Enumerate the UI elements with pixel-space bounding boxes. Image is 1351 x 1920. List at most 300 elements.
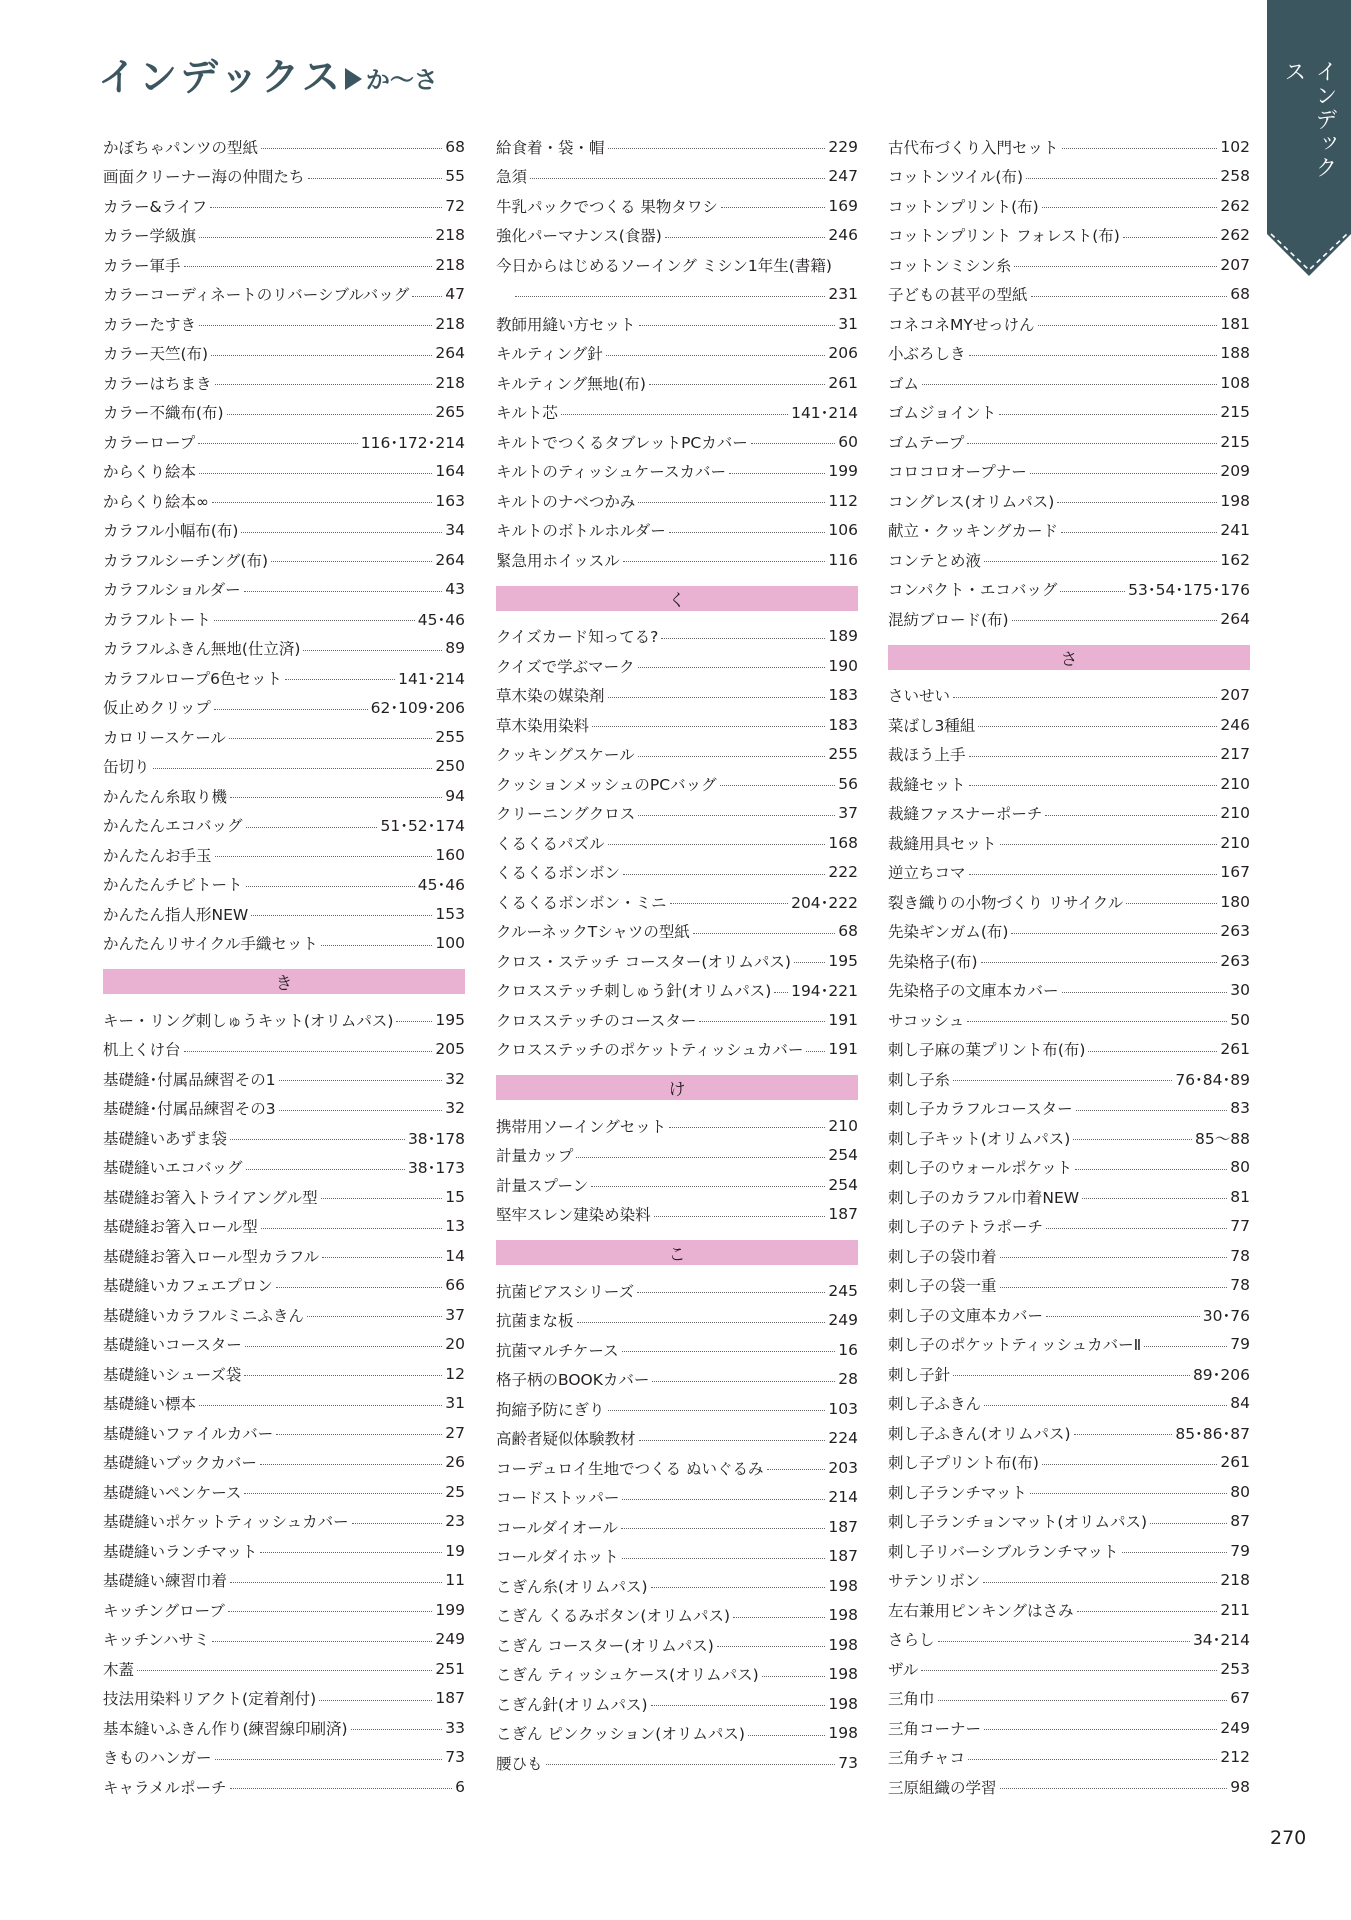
entry-title: 教師用縫い方セット bbox=[496, 315, 636, 334]
page-number: 270 bbox=[1270, 1827, 1307, 1849]
entry-title: クッションメッシュのPCバッグ bbox=[496, 775, 717, 794]
entry-title: 緊急用ホイッスル bbox=[496, 551, 620, 570]
dot-leader bbox=[214, 709, 368, 710]
entry-title: コンテとめ液 bbox=[888, 551, 982, 570]
index-entry bbox=[496, 1630, 858, 1660]
dot-leader bbox=[654, 1216, 826, 1217]
dot-leader bbox=[984, 561, 1217, 562]
entry-page: 30･76 bbox=[1202, 1306, 1250, 1325]
entry-page: 246 bbox=[1220, 715, 1250, 734]
entry-title: クルーネックTシャツの型紙 bbox=[496, 923, 690, 942]
entry-page: 50 bbox=[1230, 1010, 1250, 1029]
entry-page: 187 bbox=[828, 1547, 858, 1566]
dot-leader bbox=[245, 1346, 443, 1347]
entry-page: 263 bbox=[1220, 922, 1250, 941]
index-entry bbox=[496, 191, 858, 221]
dot-leader bbox=[322, 1257, 442, 1258]
entry-title: 格子柄のBOOKカバー bbox=[496, 1371, 650, 1390]
entry-title: 基礎縫いシューズ袋 bbox=[103, 1365, 242, 1384]
entry-page: 249 bbox=[435, 1630, 465, 1649]
entry-page: 231 bbox=[828, 285, 858, 304]
index-entry bbox=[103, 575, 465, 605]
section-header: け bbox=[496, 1075, 858, 1100]
dot-leader bbox=[1076, 1110, 1228, 1111]
entry-title: 裁縫ファスナーポーチ bbox=[888, 805, 1043, 824]
entry-page: 255 bbox=[435, 727, 465, 746]
entry-page: 258 bbox=[1220, 167, 1250, 186]
index-entry bbox=[496, 1200, 858, 1230]
dot-leader bbox=[661, 638, 825, 639]
entry-title: 三角コーナー bbox=[888, 1719, 982, 1738]
entry-page: 98 bbox=[1230, 1777, 1250, 1796]
index-entry bbox=[496, 1394, 858, 1424]
entry-page: 207 bbox=[1220, 686, 1250, 705]
dot-leader bbox=[1057, 502, 1217, 503]
index-entry bbox=[103, 1123, 465, 1153]
entry-title: 基礎縫･付属品練習その3 bbox=[103, 1100, 276, 1119]
dot-leader bbox=[608, 844, 826, 845]
entry-page: 210 bbox=[1220, 804, 1250, 823]
entry-title: きものハンガー bbox=[103, 1749, 212, 1768]
entry-page: 210 bbox=[828, 1116, 858, 1135]
entry-title: クロスステッチのコースター bbox=[496, 1011, 697, 1030]
index-entry bbox=[103, 221, 465, 251]
entry-title: 基礎縫･付属品練習その1 bbox=[103, 1070, 276, 1089]
entry-title: 基礎縫いペンケース bbox=[103, 1483, 242, 1502]
index-entry bbox=[888, 1477, 1250, 1507]
entry-title: こぎん ピンクッション(オリムパス) bbox=[496, 1725, 745, 1744]
entry-title: カラーたすき bbox=[103, 315, 197, 334]
entry-title: 基礎縫いファイルカバー bbox=[103, 1424, 274, 1443]
index-entry bbox=[496, 1005, 858, 1035]
entry-page: 72 bbox=[445, 196, 465, 215]
dot-leader bbox=[1000, 1788, 1228, 1789]
index-entry bbox=[496, 1571, 858, 1601]
index-entry bbox=[888, 368, 1250, 398]
entry-title: コードストッパー bbox=[496, 1489, 620, 1508]
index-entry bbox=[496, 1689, 858, 1719]
entry-title: 献立・クッキングカード bbox=[888, 522, 1059, 541]
entry-page: 198 bbox=[828, 1576, 858, 1595]
index-entry bbox=[888, 1713, 1250, 1743]
entry-page: 199 bbox=[435, 1600, 465, 1619]
dot-leader bbox=[968, 1759, 1217, 1760]
entry-page: 79 bbox=[1230, 1335, 1250, 1354]
index-entry bbox=[496, 858, 858, 888]
page-title bbox=[98, 46, 438, 99]
dot-leader bbox=[261, 148, 442, 149]
dot-leader bbox=[922, 384, 1217, 385]
index-entry bbox=[496, 1748, 858, 1778]
entry-title: 三角巾 bbox=[888, 1690, 935, 1709]
entry-title: コットンミシン糸 bbox=[888, 256, 1012, 275]
dot-leader bbox=[699, 1021, 825, 1022]
index-entry bbox=[888, 1094, 1250, 1124]
index-entry bbox=[103, 1182, 465, 1212]
entry-page: 198 bbox=[1220, 491, 1250, 510]
index-entry bbox=[496, 516, 858, 546]
entry-page: 218 bbox=[435, 373, 465, 392]
entry-title: さらし bbox=[888, 1631, 935, 1650]
dot-leader bbox=[321, 1198, 443, 1199]
entry-title: 牛乳パックでつくる 果物タワシ bbox=[496, 197, 718, 216]
dot-leader bbox=[199, 237, 432, 238]
dot-leader bbox=[137, 1670, 432, 1671]
index-entry bbox=[496, 1601, 858, 1631]
entry-page: 191 bbox=[828, 1010, 858, 1029]
index-entry bbox=[888, 710, 1250, 740]
entry-page: 195 bbox=[435, 1010, 465, 1029]
dot-leader bbox=[969, 874, 1218, 875]
entry-page: 34 bbox=[445, 521, 465, 540]
index-entry bbox=[496, 250, 858, 280]
index-entry bbox=[888, 191, 1250, 221]
entry-page: 187 bbox=[828, 1205, 858, 1224]
index-entry bbox=[888, 1241, 1250, 1271]
index-entry bbox=[888, 799, 1250, 829]
dot-leader bbox=[608, 148, 826, 149]
index-entry bbox=[496, 427, 858, 457]
entry-title: 仮止めクリップ bbox=[103, 699, 211, 718]
dot-leader bbox=[1073, 1139, 1192, 1140]
dot-leader bbox=[978, 726, 1217, 727]
entry-title: コロコロオープナー bbox=[888, 463, 1027, 482]
dot-leader bbox=[1000, 1257, 1228, 1258]
entry-title: かんたんチビトート bbox=[103, 876, 243, 895]
entry-page: 263 bbox=[1220, 951, 1250, 970]
entry-page: 103 bbox=[828, 1399, 858, 1418]
entry-page: 198 bbox=[828, 1665, 858, 1684]
dot-leader bbox=[321, 945, 433, 946]
entry-title: 草木染の媒染剤 bbox=[496, 687, 605, 706]
entry-title: 刺し子ふきん(オリムパス) bbox=[888, 1424, 1071, 1443]
entry-page: 89･206 bbox=[1192, 1365, 1250, 1384]
entry-title: 刺し子の文庫本カバー bbox=[888, 1306, 1044, 1325]
entry-title: 刺し子のウォールポケット bbox=[888, 1159, 1073, 1178]
entry-page: 13 bbox=[445, 1217, 465, 1236]
entry-page: 265 bbox=[435, 403, 465, 422]
dot-leader bbox=[352, 1523, 443, 1524]
entry-page: 169 bbox=[828, 196, 858, 215]
index-entry bbox=[888, 1418, 1250, 1448]
index-entry bbox=[888, 1064, 1250, 1094]
entry-page: 210 bbox=[1220, 833, 1250, 852]
dot-leader bbox=[969, 756, 1218, 757]
entry-title: 計量スプーン bbox=[496, 1176, 589, 1195]
dot-leader bbox=[215, 1759, 443, 1760]
entry-page: 218 bbox=[435, 226, 465, 245]
index-entry bbox=[496, 769, 858, 799]
entry-title: コットンプリント フォレスト(布) bbox=[888, 227, 1120, 246]
dot-leader bbox=[762, 1676, 826, 1677]
entry-page: 45･46 bbox=[417, 876, 465, 895]
dot-leader bbox=[230, 1139, 405, 1140]
dot-leader bbox=[983, 1582, 1217, 1583]
entry-page: 264 bbox=[1220, 609, 1250, 628]
entry-page: 102 bbox=[1220, 137, 1250, 156]
dot-leader bbox=[638, 756, 826, 757]
index-entry bbox=[888, 309, 1250, 339]
dot-leader bbox=[592, 726, 825, 727]
dot-leader bbox=[184, 266, 433, 267]
entry-title: こぎん ティッシュケース(オリムパス) bbox=[496, 1666, 759, 1685]
index-entry bbox=[888, 1595, 1250, 1625]
entry-title: かんたんお手玉 bbox=[103, 846, 212, 865]
index-entry bbox=[888, 858, 1250, 888]
entry-title: かんたん糸取り機 bbox=[103, 787, 228, 806]
entry-page: 34･214 bbox=[1192, 1631, 1250, 1650]
index-entry bbox=[103, 1684, 465, 1714]
index-entry bbox=[103, 1566, 465, 1596]
entry-page: 241 bbox=[1220, 521, 1250, 540]
entry-page: 51･52･174 bbox=[380, 817, 465, 836]
dot-leader bbox=[230, 1788, 453, 1789]
index-entry bbox=[496, 1660, 858, 1690]
dot-leader bbox=[351, 1729, 443, 1730]
index-entry bbox=[888, 1625, 1250, 1655]
entry-page: 218 bbox=[1220, 1571, 1250, 1590]
index-entry bbox=[496, 1306, 858, 1336]
entry-page: 212 bbox=[1220, 1748, 1250, 1767]
dot-leader bbox=[230, 797, 442, 798]
index-entry bbox=[496, 740, 858, 770]
entry-title: カラー学級旗 bbox=[103, 227, 197, 246]
entry-title: 基礎縫いカフェエプロン bbox=[103, 1277, 273, 1296]
entry-page: 116 bbox=[828, 550, 858, 569]
dot-leader bbox=[639, 325, 836, 326]
entry-title: こぎん糸(オリムパス) bbox=[496, 1577, 648, 1596]
index-entry bbox=[888, 162, 1250, 192]
entry-page: 141･214 bbox=[398, 669, 465, 688]
index-column-1 bbox=[103, 132, 465, 1802]
entry-title: 基礎縫お箸入トライアングル型 bbox=[103, 1188, 318, 1207]
dot-leader bbox=[1144, 1346, 1227, 1347]
entry-page: 215 bbox=[1220, 432, 1250, 451]
entry-page: 191 bbox=[828, 1040, 858, 1059]
dot-leader bbox=[1088, 1051, 1217, 1052]
dot-leader bbox=[721, 207, 825, 208]
entry-title: 刺し子のポケットティッシュカバーⅡ bbox=[888, 1336, 1142, 1355]
dot-leader bbox=[246, 827, 378, 828]
dot-leader bbox=[967, 1021, 1227, 1022]
index-entry bbox=[496, 1512, 858, 1542]
entry-title: クッキングスケール bbox=[496, 746, 635, 765]
entry-title: 小ぶろしき bbox=[888, 345, 966, 364]
entry-page: 190 bbox=[828, 656, 858, 675]
entry-page: 32 bbox=[445, 1099, 465, 1118]
dot-leader bbox=[591, 1186, 825, 1187]
index-entry bbox=[103, 398, 465, 428]
index-entry bbox=[888, 516, 1250, 546]
dot-leader bbox=[1042, 1464, 1217, 1465]
entry-title: 刺し子麻の葉プリント布(布) bbox=[888, 1041, 1086, 1060]
entry-title: 基礎縫いエコバッグ bbox=[103, 1159, 243, 1178]
dot-leader bbox=[1075, 1169, 1227, 1170]
index-entry bbox=[496, 710, 858, 740]
entry-page: 83 bbox=[1230, 1099, 1250, 1118]
dot-leader bbox=[651, 1587, 826, 1588]
index-entry bbox=[888, 1212, 1250, 1242]
entry-page: 249 bbox=[1220, 1718, 1250, 1737]
index-entry bbox=[888, 398, 1250, 428]
index-entry bbox=[103, 1507, 465, 1537]
dot-leader bbox=[649, 384, 826, 385]
index-entry bbox=[103, 486, 465, 516]
dot-leader bbox=[637, 1292, 825, 1293]
dot-leader bbox=[198, 443, 358, 444]
index-entry bbox=[103, 1035, 465, 1065]
entry-title: かんたんリサイクル手織セット bbox=[103, 935, 318, 954]
entry-page: 78 bbox=[1230, 1276, 1250, 1295]
entry-page: 80 bbox=[1230, 1482, 1250, 1501]
entry-page: 26 bbox=[445, 1453, 465, 1472]
entry-page: 37 bbox=[445, 1305, 465, 1324]
entry-page: 106 bbox=[828, 521, 858, 540]
index-entry bbox=[888, 1389, 1250, 1419]
entry-page: 207 bbox=[1220, 255, 1250, 274]
index-entry bbox=[888, 976, 1250, 1006]
triangle-arrow-icon bbox=[345, 68, 362, 90]
dot-leader bbox=[276, 1434, 442, 1435]
entry-page: 261 bbox=[828, 373, 858, 392]
dot-leader bbox=[1030, 473, 1218, 474]
entry-page: 30 bbox=[1230, 981, 1250, 1000]
entry-page: 37 bbox=[838, 804, 858, 823]
entry-page: 66 bbox=[445, 1276, 465, 1295]
entry-page: 254 bbox=[828, 1146, 858, 1165]
entry-title: 古代布づくり入門セット bbox=[888, 138, 1059, 157]
entry-title: 携帯用ソーイングセット bbox=[496, 1117, 667, 1136]
entry-page: 195 bbox=[828, 951, 858, 970]
index-entry bbox=[496, 1365, 858, 1395]
entry-title: 先染格子の文庫本カバー bbox=[888, 982, 1059, 1001]
entry-title: キルトのボトルホルダー bbox=[496, 522, 666, 541]
entry-title: コールダイオール bbox=[496, 1518, 618, 1537]
dot-leader bbox=[412, 296, 442, 297]
entry-page: 218 bbox=[435, 314, 465, 333]
entry-page: 80 bbox=[1230, 1158, 1250, 1177]
entry-page: 246 bbox=[828, 226, 858, 245]
entry-page: 198 bbox=[828, 1724, 858, 1743]
entry-page: 68 bbox=[1230, 285, 1250, 304]
dot-leader bbox=[1123, 237, 1218, 238]
entry-page: 162 bbox=[1220, 550, 1250, 569]
entry-title: カラー天竺(布) bbox=[103, 345, 209, 364]
dot-leader bbox=[748, 1735, 826, 1736]
index-entry bbox=[103, 722, 465, 752]
entry-title: 基本縫いふきん作り(練習線印刷済) bbox=[103, 1719, 348, 1738]
entry-title: コンパクト・エコバッグ bbox=[888, 581, 1058, 600]
entry-page: 199 bbox=[828, 462, 858, 481]
index-entry bbox=[103, 811, 465, 841]
dot-leader bbox=[639, 1440, 826, 1441]
index-entry bbox=[496, 339, 858, 369]
dot-leader bbox=[561, 414, 788, 415]
entry-title: ゴム bbox=[888, 374, 920, 393]
entry-title: 技法用染料リアクト(定着剤付) bbox=[103, 1690, 317, 1709]
entry-page: 14 bbox=[445, 1246, 465, 1265]
entry-title: サテンリボン bbox=[888, 1572, 981, 1591]
dot-leader bbox=[669, 1127, 825, 1128]
index-entry bbox=[103, 1271, 465, 1301]
index-entry bbox=[103, 1005, 465, 1035]
dot-leader bbox=[938, 1700, 1228, 1701]
entry-page: 217 bbox=[1220, 745, 1250, 764]
entry-title: クロスステッチのポケットティッシュカバー bbox=[496, 1041, 804, 1060]
dot-leader bbox=[774, 992, 788, 993]
dot-leader bbox=[938, 1641, 1190, 1642]
entry-page: 247 bbox=[828, 167, 858, 186]
dot-leader bbox=[1074, 1434, 1173, 1435]
entry-page: 168 bbox=[828, 833, 858, 852]
index-entry bbox=[103, 162, 465, 192]
dot-leader bbox=[1014, 266, 1217, 267]
entry-title: カラフルロープ6色セット bbox=[103, 669, 282, 688]
entry-page: 77 bbox=[1230, 1217, 1250, 1236]
dot-leader bbox=[623, 874, 825, 875]
entry-page: 203 bbox=[828, 1458, 858, 1477]
entry-page: 60 bbox=[838, 432, 858, 451]
dot-leader bbox=[1000, 1287, 1228, 1288]
index-entry bbox=[888, 250, 1250, 280]
entry-title: 急須 bbox=[496, 168, 528, 187]
entry-page: 84 bbox=[1230, 1394, 1250, 1413]
entry-page: 189 bbox=[828, 627, 858, 646]
dot-leader bbox=[651, 1705, 826, 1706]
dot-leader bbox=[1082, 1198, 1227, 1199]
entry-page: 204･222 bbox=[791, 893, 858, 912]
index-entry bbox=[496, 622, 858, 652]
index-entry bbox=[103, 309, 465, 339]
entry-title: カラーはちまき bbox=[103, 374, 212, 393]
index-entry bbox=[496, 828, 858, 858]
entry-title: こぎん コースター(オリムパス) bbox=[496, 1636, 714, 1655]
entry-title: 裁ほう上手 bbox=[888, 746, 966, 765]
entry-page: 255 bbox=[828, 745, 858, 764]
entry-title: キルトのティッシュケースカバー bbox=[496, 463, 727, 482]
dot-leader bbox=[665, 237, 826, 238]
dot-leader bbox=[260, 1552, 442, 1553]
dot-leader bbox=[1046, 1228, 1227, 1229]
index-entry bbox=[888, 575, 1250, 605]
entry-title: カラフルトート bbox=[103, 610, 211, 629]
index-entry bbox=[496, 1335, 858, 1365]
entry-title: 基礎縫お箸入ロール型カラフル bbox=[103, 1247, 320, 1266]
dot-leader bbox=[984, 1405, 1227, 1406]
index-entry bbox=[103, 1772, 465, 1802]
entry-page: 73 bbox=[838, 1753, 858, 1772]
dot-leader bbox=[230, 1582, 442, 1583]
entry-title: クロス・ステッチ コースター(オリムパス) bbox=[496, 952, 791, 971]
entry-title: 刺し子リバーシブルランチマット bbox=[888, 1542, 1119, 1561]
entry-page: 28 bbox=[838, 1370, 858, 1389]
entry-page: 68 bbox=[838, 922, 858, 941]
entry-page: 249 bbox=[828, 1311, 858, 1330]
entry-title: 三原組織の学習 bbox=[888, 1778, 997, 1797]
index-entry bbox=[888, 828, 1250, 858]
dot-leader bbox=[806, 1051, 825, 1052]
dot-leader bbox=[303, 650, 442, 651]
entry-title: クロスステッチ刺しゅう針(オリムパス) bbox=[496, 982, 772, 1001]
index-entry bbox=[103, 1094, 465, 1124]
entry-title: こぎん くるみボタン(オリムパス) bbox=[496, 1607, 731, 1626]
dot-leader bbox=[319, 1700, 432, 1701]
entry-title: からくり絵本∞ bbox=[103, 492, 209, 511]
index-entry bbox=[888, 1507, 1250, 1537]
entry-title: カラフルシーチング(布) bbox=[103, 551, 269, 570]
entry-title: 刺し子キット(オリムパス) bbox=[888, 1129, 1071, 1148]
entry-page: 23 bbox=[445, 1512, 465, 1531]
